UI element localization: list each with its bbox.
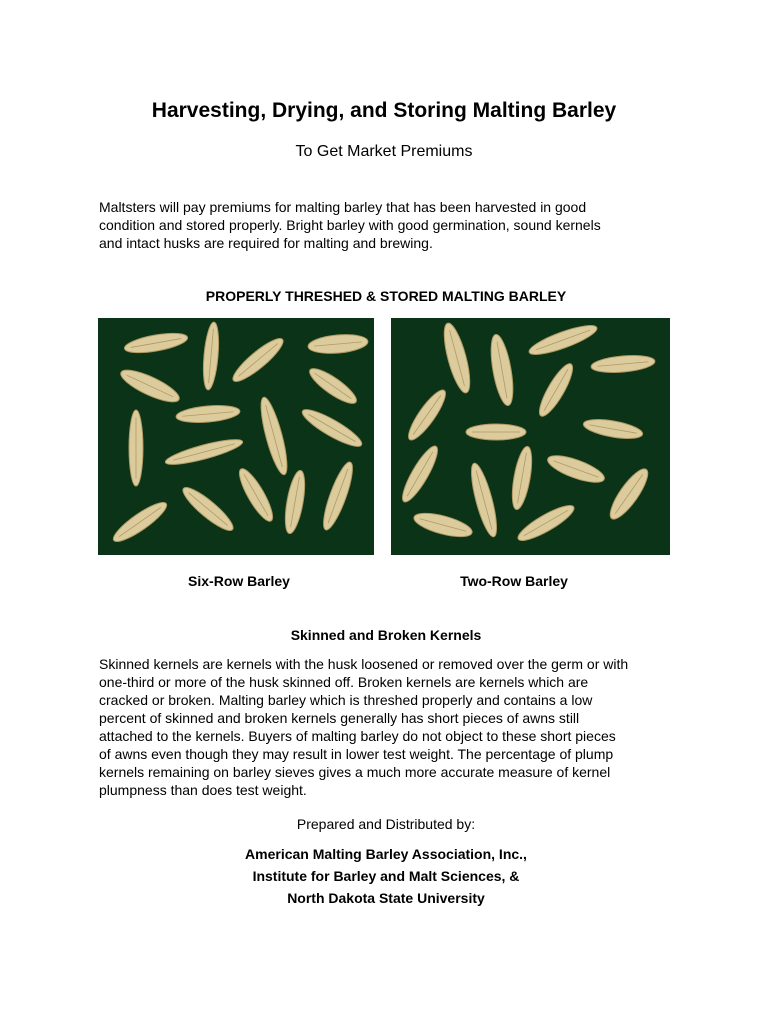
barley-kernel — [397, 442, 443, 505]
body-line: of awns even though they may result in lower test weight. The percentage of plump — [99, 746, 614, 762]
barley-kernel — [117, 364, 183, 407]
barley-kernel — [299, 404, 366, 452]
two-row-barley-photo — [391, 318, 670, 555]
prepared-by: Prepared and Distributed by: — [296, 816, 476, 832]
barley-kernel — [164, 435, 245, 469]
body-line: percent of skinned and broken kernels generally has short pieces of awns still — [99, 710, 580, 726]
barley-kernel — [466, 461, 501, 539]
intro-line: and intact husks are required for malting and brewing. — [99, 235, 433, 251]
barley-kernel — [178, 482, 237, 535]
barley-kernel — [282, 469, 309, 535]
caption-six-row: Six-Row Barley — [188, 573, 290, 589]
barley-kernel — [403, 386, 451, 444]
barley-kernel — [234, 465, 278, 525]
barley-kernel — [123, 330, 189, 357]
intro-line: Maltsters will pay premiums for malting barley that has been harvested in good — [99, 199, 587, 215]
body-line: cracked or broken. Malting barley which is threshed properly and contains a low — [99, 692, 593, 708]
barley-kernel — [307, 332, 368, 355]
page-title: Harvesting, Drying, and Storing Malting Barley — [151, 99, 617, 122]
intro-line: condition and stored properly. Bright barley with good germination, sound kernels — [99, 217, 601, 233]
barley-kernel — [514, 500, 577, 546]
body-line: plumpness than does test weight. — [99, 782, 307, 798]
body-paragraph — [99, 655, 679, 799]
body-line: attached to the kernels. Buyers of malting barley do not object to these short pieces — [99, 728, 616, 744]
barley-kernel — [582, 416, 644, 442]
barley-kernel — [466, 424, 526, 440]
barley-kernel — [129, 410, 143, 486]
caption-two-row: Two-Row Barley — [460, 573, 568, 589]
organizations — [0, 843, 768, 909]
barley-kernel — [487, 333, 517, 407]
organization-name: Institute for Barley and Malt Sciences, & — [252, 868, 520, 884]
barley-kernel — [305, 363, 360, 408]
barley-kernel — [228, 333, 287, 386]
barley-kernel — [439, 321, 475, 395]
barley-kernel — [201, 322, 221, 391]
barley-kernel — [109, 497, 171, 547]
barley-kernel — [526, 320, 599, 360]
organization-name: American Malting Barley Association, Inc., — [245, 846, 527, 862]
barley-kernel — [604, 464, 653, 523]
page-subtitle: To Get Market Premiums — [295, 143, 473, 160]
section-heading-threshed: PROPERLY THRESHED & STORED MALTING BARLEY — [205, 288, 567, 304]
barley-kernel — [509, 445, 536, 511]
intro-paragraph — [99, 198, 679, 252]
barley-kernel — [412, 509, 475, 542]
barley-kernel — [318, 459, 358, 532]
organization-name: North Dakota State University — [287, 890, 485, 906]
barley-kernel — [175, 403, 240, 425]
barley-kernel — [545, 450, 608, 487]
barley-kernel — [590, 353, 655, 375]
barley-kernel — [256, 395, 292, 476]
six-row-barley-photo — [98, 318, 374, 555]
barley-kernel — [534, 360, 578, 420]
body-line: kernels remaining on barley sieves gives a much more accurate measure of kernel — [99, 764, 611, 780]
body-line: one‐third or more of the husk skinned off. Broken kernels are kernels which are — [99, 674, 589, 690]
body-line: Skinned kernels are kernels with the husk loosened or removed over the germ or with — [99, 656, 629, 672]
section-heading-skinned: Skinned and Broken Kernels — [290, 627, 482, 643]
